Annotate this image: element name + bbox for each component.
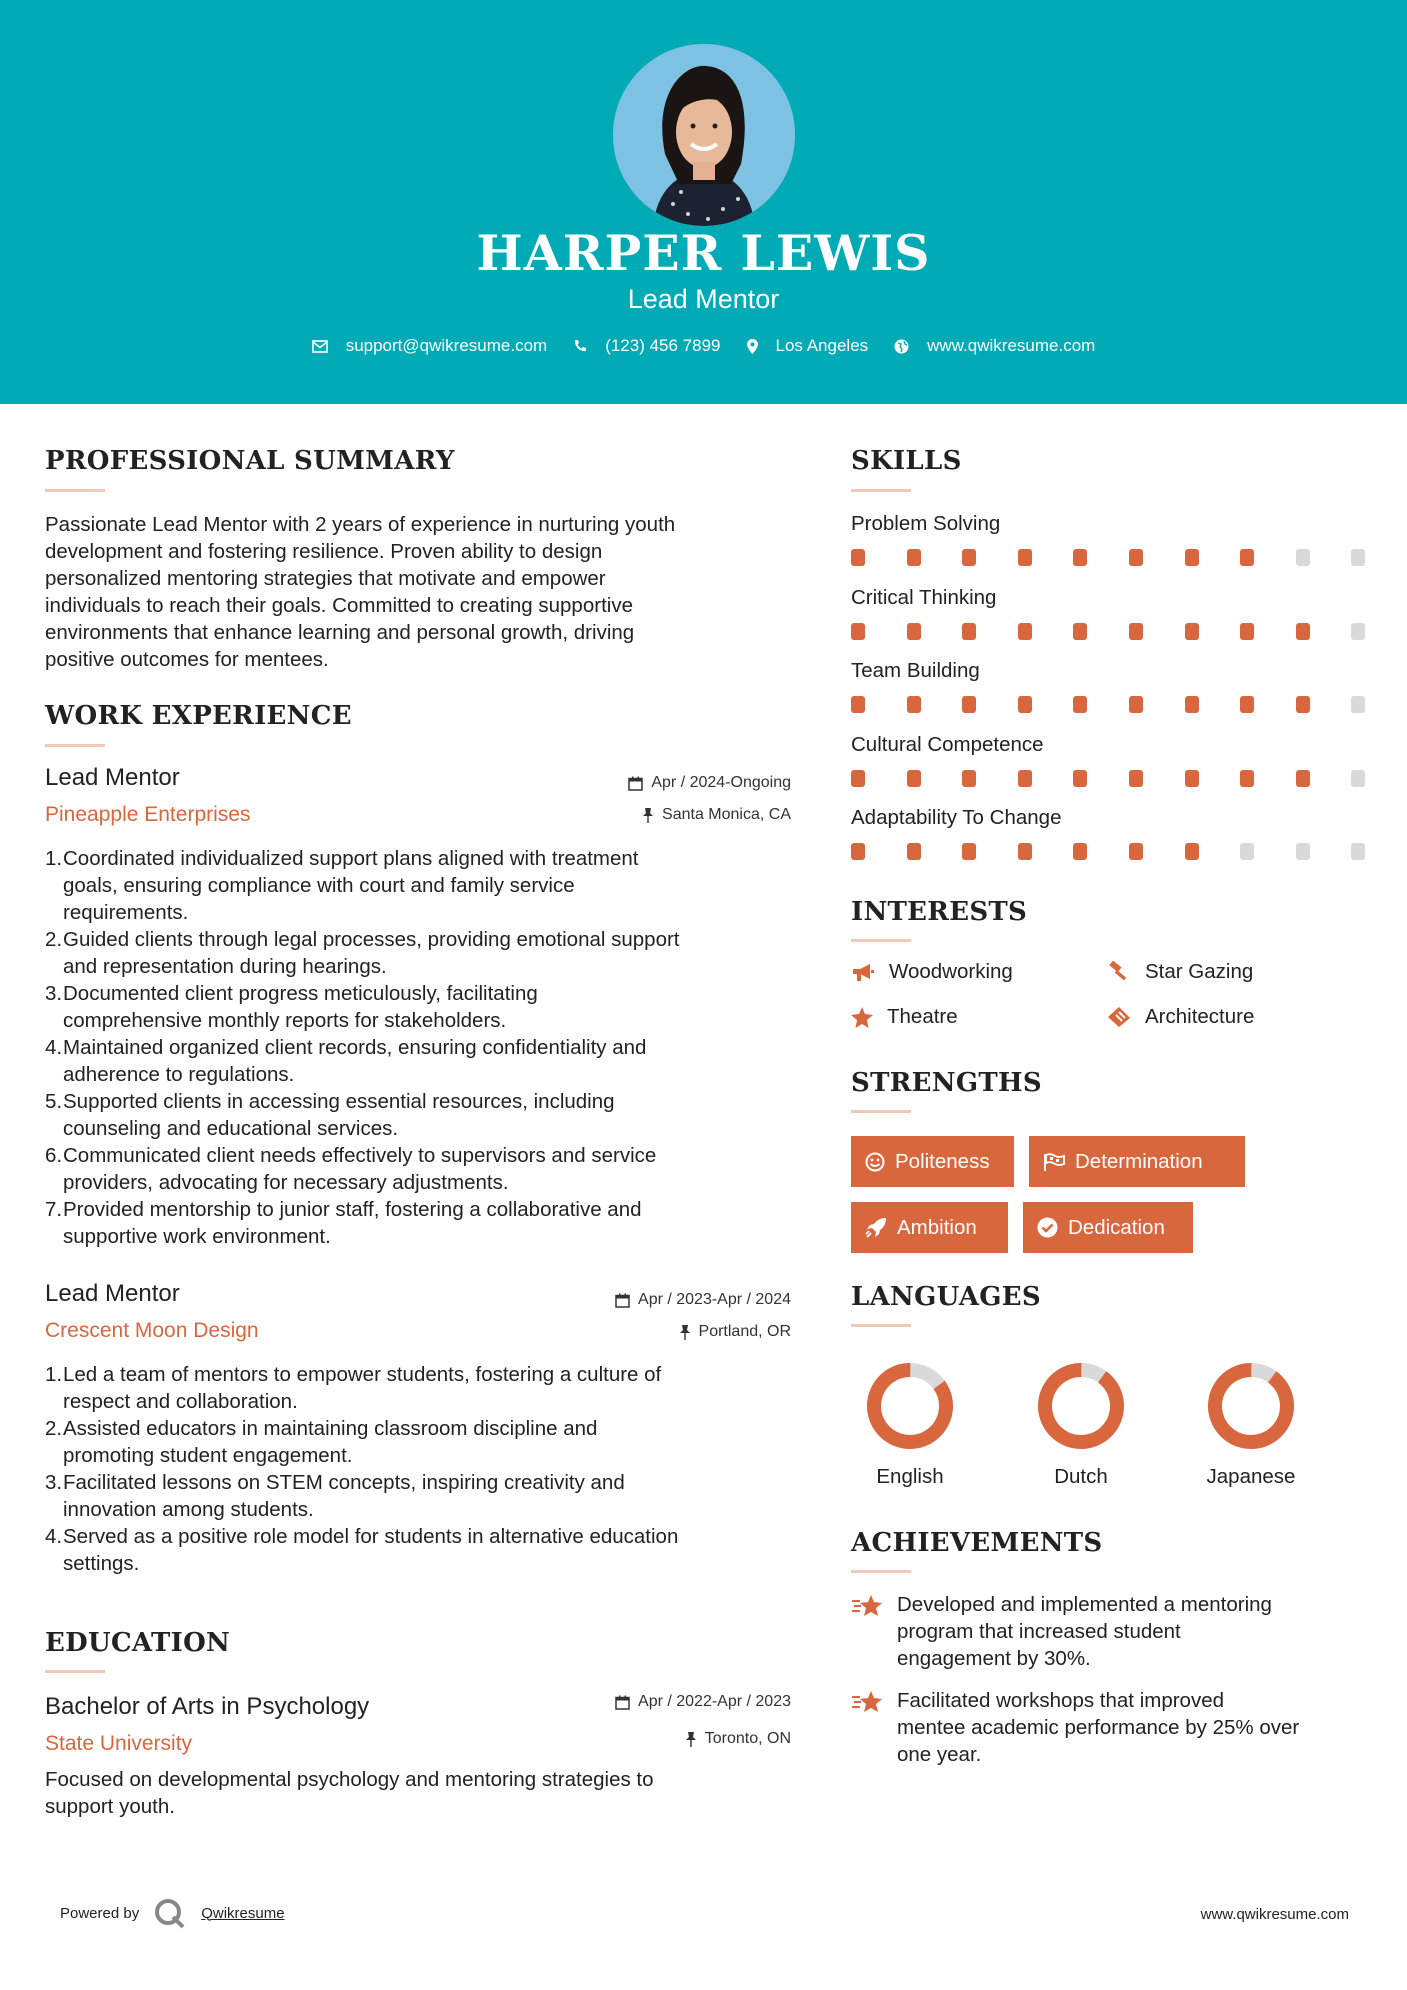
skill-name: Problem Solving [851, 512, 1001, 535]
website-text: www.qwikresume.com [927, 336, 1096, 355]
rating-dot-filled [851, 843, 865, 860]
rating-dot-filled [907, 843, 921, 860]
rating-dot-empty [1296, 843, 1310, 860]
pushpin-icon [642, 808, 654, 823]
contact-phone[interactable] [573, 336, 720, 356]
achievement-line: engagement by 30%. [897, 1647, 1091, 1670]
rating-dot-filled [1129, 549, 1143, 566]
rating-dot-filled [1018, 549, 1032, 566]
bullet-line: respect and collaboration. [63, 1390, 298, 1413]
strength-label: Ambition [897, 1215, 977, 1239]
strength-label: Determination [1075, 1149, 1203, 1173]
rating-dot-filled [1018, 843, 1032, 860]
job-company: Pineapple Enterprises [45, 803, 251, 826]
skill-rating [851, 770, 1407, 787]
skill-name: Cultural Competence [851, 732, 1044, 756]
donut-fill [1206, 1361, 1296, 1451]
strength-badge [851, 1136, 1014, 1187]
rating-dot-empty [1240, 843, 1254, 860]
rating-dot-filled [1129, 696, 1143, 713]
rating-dot-filled [1185, 549, 1199, 566]
achievements-heading: ACHIEVEMENTS [851, 1528, 1103, 1558]
calendar-icon [615, 1293, 630, 1308]
strengths-heading: STRENGTHS [851, 1068, 1042, 1098]
contact-bar [0, 336, 1407, 356]
language-item [1026, 1361, 1136, 1489]
list-item: 2. Guided clients through legal processes, providing emotional support and representation during hearings. [45, 926, 805, 980]
skill-rating [851, 696, 1407, 713]
rating-dot-filled [1129, 623, 1143, 640]
education-description [45, 1766, 805, 1820]
skill-rating [851, 549, 1407, 566]
skill-name: Critical Thinking [851, 585, 997, 609]
bullet-line: requirements. [63, 901, 189, 924]
qwikresume-link[interactable]: Qwikresume [201, 1904, 285, 1922]
footer-website[interactable]: www.qwikresume.com [1200, 1906, 1349, 1923]
skills-heading: SKILLS [851, 446, 962, 476]
phone-icon [573, 339, 587, 353]
bullet-line: Led a team of mentors to empower students, fostering a culture of [63, 1363, 662, 1386]
experience-heading: WORK EXPERIENCE [45, 701, 352, 731]
strength-badge [1023, 1202, 1193, 1253]
education-line: support youth. [45, 1795, 175, 1818]
globe-icon [894, 339, 909, 354]
check-circle-icon [1037, 1217, 1058, 1238]
achievement-item [851, 1687, 1371, 1768]
list-item: 6. Communicated client needs effectively to supervisors and service providers, advocating for necessary adjustments. [45, 1142, 805, 1196]
bullet-line: Guided clients through legal processes, providing emotional support [63, 928, 680, 951]
rating-dot-filled [1073, 623, 1087, 640]
education-location-text: Toronto, ON [704, 1730, 791, 1747]
job-title: Lead Mentor [45, 1280, 180, 1307]
rating-dot-filled [1018, 770, 1032, 787]
rating-dot-empty [1351, 770, 1365, 787]
ticket-icon [1107, 1006, 1131, 1028]
donut-fill [1036, 1361, 1126, 1451]
list-item: 1. Coordinated individualized support plans aligned with treatment goals, ensuring compliance with court and family service requirements. [45, 845, 805, 926]
bullet-line: Documented client progress meticulously, facilitating [63, 982, 538, 1005]
candidate-name: HARPER LEWIS [476, 224, 931, 282]
list-item: 4. Maintained organized client records, ensuring confidentiality and adherence to regulations. [45, 1034, 805, 1088]
achievement-line: program that increased student [897, 1620, 1181, 1643]
bullet-line: Served as a positive role model for students in alternative education [63, 1525, 679, 1548]
achievement-line: Facilitated workshops that improved [897, 1689, 1225, 1712]
rating-dot-filled [851, 696, 865, 713]
rating-dot-filled [1240, 549, 1254, 566]
summary-line: Passionate Lead Mentor with 2 years of experience in nurturing youth [45, 513, 676, 536]
education-divider [45, 1670, 105, 1673]
list-item: 4. Served as a positive role model for students in alternative education settings. [45, 1523, 805, 1577]
envelope-icon [312, 340, 328, 353]
rating-dot-filled [1296, 623, 1310, 640]
map-marker-icon [747, 339, 758, 354]
rating-dot-filled [907, 623, 921, 640]
job-location-text: Santa Monica, CA [662, 806, 791, 823]
job-location [500, 806, 791, 824]
bullet-line: adherence to regulations. [63, 1063, 295, 1086]
rating-dot-filled [1296, 770, 1310, 787]
languages-heading: LANGUAGES [851, 1282, 1041, 1312]
strength-badge [1029, 1136, 1245, 1187]
candidate-role: Lead Mentor [627, 284, 780, 314]
rating-dot-filled [1240, 770, 1254, 787]
skill-name: Adaptability To Change [851, 806, 1062, 829]
rating-dot-filled [1073, 843, 1087, 860]
summary-heading: PROFESSIONAL SUMMARY [45, 446, 455, 476]
rating-dot-filled [962, 696, 976, 713]
strength-badge [851, 1202, 1008, 1253]
donut-fill [865, 1361, 955, 1451]
education-dates [500, 1693, 791, 1711]
job-dates [500, 1291, 791, 1309]
location-text: Los Angeles [775, 336, 869, 355]
bullet-line: Facilitated lessons on STEM concepts, inspiring creativity and [63, 1471, 625, 1494]
education-location [500, 1730, 791, 1748]
rating-dot-filled [907, 696, 921, 713]
summary-line: personalized mentoring strategies that motivate and empower [45, 567, 606, 590]
language-donut [1036, 1361, 1126, 1451]
strength-label: Dedication [1068, 1215, 1165, 1239]
rating-dot-empty [1351, 696, 1365, 713]
skill-rating [851, 623, 1407, 640]
smile-icon [865, 1152, 885, 1172]
star-icon [851, 1007, 873, 1028]
bullet-line: Communicated client needs effectively to supervisors and service [63, 1144, 657, 1167]
job-bullets [45, 1361, 805, 1577]
list-item: 3. Facilitated lessons on STEM concepts, inspiring creativity and innovation among students. [45, 1469, 805, 1523]
experience-divider [45, 744, 105, 747]
list-item: 5. Supported clients in accessing essential resources, including counseling and educational services. [45, 1088, 805, 1142]
interests-divider [851, 939, 911, 942]
list-item: 3. Documented client progress meticulously, facilitating comprehensive monthly reports for stakeholders. [45, 980, 805, 1034]
language-donut [865, 1361, 955, 1451]
bullet-line: Assisted educators in maintaining classroom discipline and [63, 1417, 598, 1440]
job-bullets [45, 845, 805, 1250]
achievement-line: Developed and implemented a mentoring [897, 1593, 1272, 1616]
summary-line: positive outcomes for mentees. [45, 648, 329, 671]
rating-dot-empty [1351, 843, 1365, 860]
rating-dot-filled [851, 623, 865, 640]
rating-dot-filled [1185, 623, 1199, 640]
education-heading: EDUCATION [45, 1628, 231, 1658]
rating-dot-filled [1129, 843, 1143, 860]
bullet-line: Provided mentorship to junior staff, fostering a collaborative and [63, 1198, 642, 1221]
footer-powered-by [60, 1897, 285, 1929]
contact-website[interactable] [894, 336, 1095, 356]
degree-title: Bachelor of Arts in Psychology [45, 1693, 370, 1720]
job-location-text: Portland, OR [698, 1323, 791, 1340]
bullet-line: settings. [63, 1552, 140, 1575]
list-item: 7. Provided mentorship to junior staff, fostering a collaborative and supportive work environment. [45, 1196, 805, 1250]
bullet-line: innovation among students. [63, 1498, 314, 1521]
skills-divider [851, 489, 911, 492]
rating-dot-filled [1296, 696, 1310, 713]
summary-line: environments that enhance learning and personal growth, driving [45, 621, 635, 644]
bullet-line: Coordinated individualized support plans aligned with treatment [63, 847, 639, 870]
rating-dot-filled [851, 770, 865, 787]
language-name: Japanese [1206, 1465, 1296, 1488]
list-item: 2. Assisted educators in maintaining classroom discipline and promoting student engagement. [45, 1415, 805, 1469]
contact-location [747, 336, 869, 356]
rating-dot-filled [1240, 696, 1254, 713]
skill-name: Team Building [851, 659, 980, 682]
gavel-icon [1107, 961, 1131, 983]
interest-item [851, 1005, 958, 1029]
rocket-icon [865, 1217, 887, 1239]
job-dates-text: Apr / 2024-Ongoing [651, 774, 791, 791]
interest-label: Star Gazing [1145, 960, 1254, 983]
skill-rating [851, 843, 1407, 860]
language-name: English [876, 1465, 944, 1488]
rating-dot-filled [1240, 623, 1254, 640]
rating-dot-filled [1129, 770, 1143, 787]
interest-label: Architecture [1145, 1005, 1255, 1028]
flag-icon [1043, 1153, 1065, 1171]
bullet-line: Supported clients in accessing essential resources, including [63, 1090, 615, 1113]
summary-text [45, 511, 805, 673]
education-line: Focused on developmental psychology and mentoring strategies to [45, 1768, 654, 1791]
job-location [500, 1323, 791, 1341]
summary-divider [45, 489, 105, 492]
calendar-icon [628, 776, 643, 791]
rating-dot-filled [1073, 549, 1087, 566]
rating-dot-empty [1296, 549, 1310, 566]
strength-label: Politeness [895, 1149, 990, 1173]
rating-dot-empty [1351, 623, 1365, 640]
pushpin-icon [679, 1325, 691, 1340]
rating-dot-empty [1351, 549, 1365, 566]
bullet-line: counseling and educational services. [63, 1117, 399, 1140]
achievement-text [897, 1591, 1272, 1672]
rating-dot-filled [962, 770, 976, 787]
bullet-line: providers, advocating for necessary adjustments. [63, 1171, 509, 1194]
achievement-item [851, 1591, 1371, 1672]
education-dates-text: Apr / 2022-Apr / 2023 [638, 1693, 791, 1710]
rating-dot-filled [1073, 770, 1087, 787]
strengths-divider [851, 1110, 911, 1113]
rating-dot-filled [1185, 770, 1199, 787]
summary-line: individuals to reach their goals. Committed to creating supportive [45, 594, 633, 617]
rating-dot-filled [1018, 696, 1032, 713]
rating-dot-filled [907, 770, 921, 787]
email-text: support@qwikresume.com [345, 336, 548, 355]
achievements-divider [851, 1570, 911, 1573]
summary-line: development and fostering resilience. Proven ability to design [45, 540, 603, 563]
calendar-icon [615, 1695, 630, 1710]
rating-dot-filled [962, 623, 976, 640]
bullet-line: and representation during hearings. [63, 955, 387, 978]
bullet-line: Maintained organized client records, ensuring confidentiality and [63, 1036, 647, 1059]
interest-label: Woodworking [889, 960, 1013, 983]
avatar [613, 44, 795, 226]
powered-by-label: Powered by [60, 1904, 140, 1922]
interest-item [851, 960, 1013, 984]
rating-dot-filled [1073, 696, 1087, 713]
bullet-line: goals, ensuring compliance with court and family service [63, 874, 575, 897]
interests-heading: INTERESTS [851, 897, 1028, 927]
language-donut [1206, 1361, 1296, 1451]
trophy-star-icon [851, 1689, 885, 1715]
rating-dot-filled [962, 843, 976, 860]
bullet-line: comprehensive monthly reports for stakeholders. [63, 1009, 507, 1032]
achievement-line: one year. [897, 1743, 982, 1766]
achievement-text [897, 1687, 1299, 1768]
interest-label: Theatre [887, 1005, 958, 1028]
rating-dot-filled [907, 549, 921, 566]
rating-dot-filled [962, 549, 976, 566]
header-banner [0, 0, 1407, 404]
school-name: State University [45, 1732, 193, 1755]
job-dates-text: Apr / 2023-Apr / 2024 [638, 1291, 791, 1308]
qwikresume-logo-icon [153, 1897, 187, 1929]
rating-dot-filled [851, 549, 865, 566]
job-dates [500, 774, 791, 792]
trophy-star-icon [851, 1593, 885, 1619]
rating-dot-filled [1185, 843, 1199, 860]
language-name: Dutch [1054, 1465, 1108, 1488]
interest-item [1107, 1005, 1254, 1029]
contact-email[interactable] [312, 336, 548, 356]
bullet-line: promoting student engagement. [63, 1444, 353, 1467]
job-company: Crescent Moon Design [45, 1319, 259, 1342]
rating-dot-filled [1185, 696, 1199, 713]
bullet-line: supportive work environment. [63, 1225, 331, 1248]
language-item [1196, 1361, 1306, 1489]
languages-divider [851, 1324, 911, 1327]
rating-dot-filled [1018, 623, 1032, 640]
bullhorn-icon [851, 962, 875, 982]
interest-item [1107, 960, 1253, 984]
job-title: Lead Mentor [45, 764, 180, 791]
list-item: 1. Led a team of mentors to empower students, fostering a culture of respect and collaboration. [45, 1361, 805, 1415]
pushpin-icon [685, 1732, 697, 1747]
achievement-line: mentee academic performance by 25% over [897, 1716, 1300, 1739]
language-item [855, 1361, 965, 1489]
phone-text: (123) 456 7899 [605, 336, 721, 355]
